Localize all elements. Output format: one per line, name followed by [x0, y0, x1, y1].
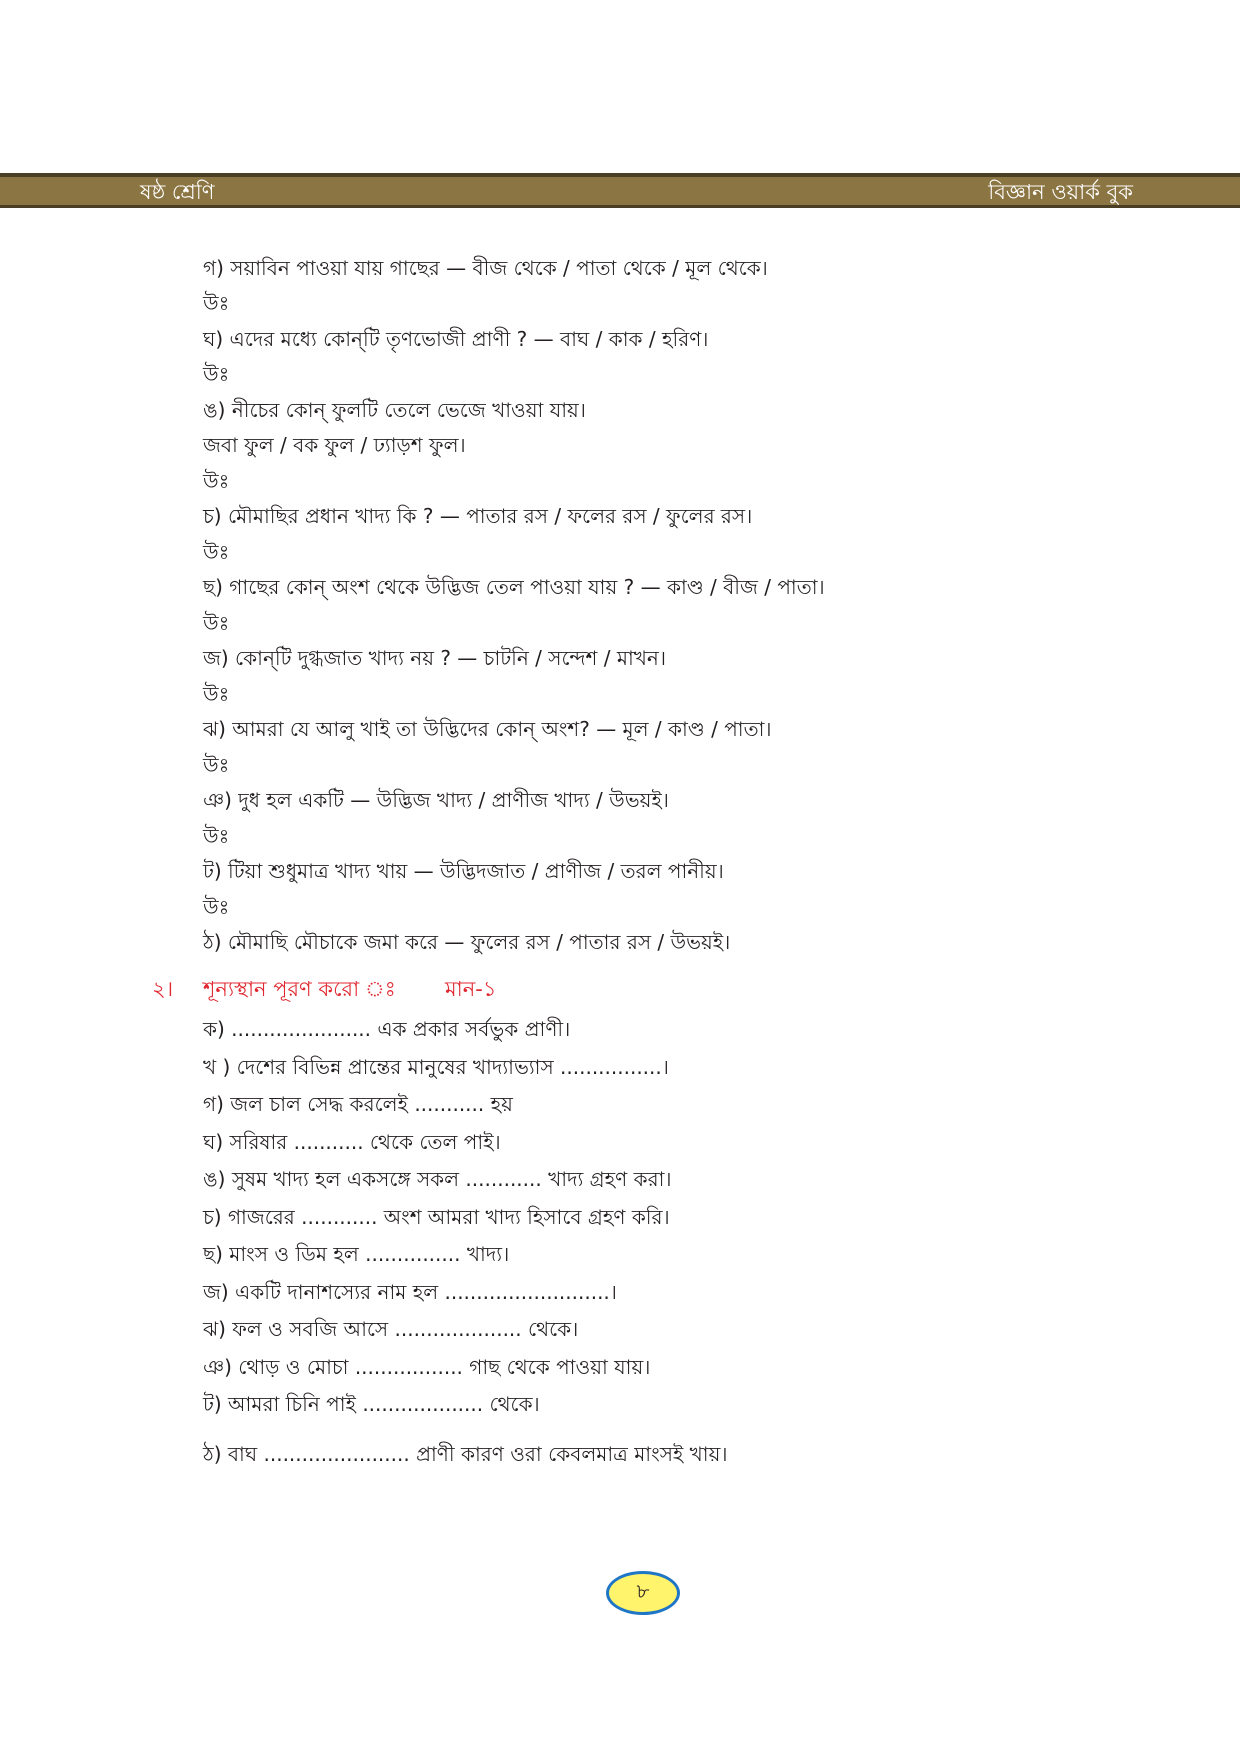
answer-label: উঃ	[203, 611, 230, 635]
header-class-label: ষষ্ঠ শ্রেণি	[140, 180, 215, 204]
fill-blank-item: জ) একটি দানাশস্যের নাম হল ..........................।	[203, 1280, 617, 1304]
answer-label: উঃ	[203, 824, 230, 848]
answer-label: উঃ	[203, 291, 230, 315]
question-chha: ছ) গাছের কোন্‌ অংশ থেকে উদ্ভিজ তেল পাওয়া যায় ? — কাণ্ড / বীজ / পাতা।	[203, 575, 825, 599]
fill-blank-item: ঠ) বাঘ ....................... প্রাণী কারণ ওরা কেবলমাত্র মাংসই খায়।	[203, 1442, 728, 1466]
section-marks: মান-১	[445, 977, 497, 1001]
answer-label: উঃ	[203, 753, 230, 777]
question-gha: ঘ) এদের মধ্যে কোন্‌টি তৃণভোজী প্রাণী ? — বাঘ / কাক / হরিণ।	[203, 327, 709, 351]
fill-blank-item: চ) গাজরের ............ অংশ আমরা খাদ্য হিসাবে গ্রহণ করি।	[203, 1205, 670, 1229]
fill-blank-item: খ ) দেশের বিভিন্ন প্রান্তের মানুষের খাদ্যাভ্যাস ................।	[203, 1055, 669, 1079]
answer-label: উঃ	[203, 362, 230, 386]
question-ga: গ) সয়াবিন পাওয়া যায় গাছের — বীজ থেকে / পাতা থেকে / মূল থেকে।	[203, 256, 768, 280]
question-umo: ঙ) নীচের কোন্‌ ফুলটি তেলে ভেজে খাওয়া যায়।	[203, 398, 586, 422]
fill-blank-item: ঞ) থোড় ও মোচা ................. গাছ থেকে পাওয়া যায়।	[203, 1355, 651, 1379]
section-number: ২।	[152, 977, 174, 1001]
answer-label: উঃ	[203, 540, 230, 564]
question-tha: ঠ) মৌমাছি মৌচাকে জমা করে — ফুলের রস / পাতার রস / উভয়ই।	[203, 930, 731, 954]
fill-blank-item: ক) ...................... এক প্রকার সর্বভুক প্রাণী।	[203, 1017, 571, 1041]
fill-blank-item: ট) আমরা চিনি পাই ................... থেকে।	[203, 1392, 540, 1416]
answer-label: উঃ	[203, 469, 230, 493]
fill-blank-item: ঘ) সরিষার ........... থেকে তেল পাই।	[203, 1130, 501, 1154]
question-cha: চ) মৌমাছির প্রধান খাদ্য কি ? — পাতার রস / ফলের রস / ফুলের রস।	[203, 504, 753, 528]
question-nya: ঞ) দুধ হল একটি — উদ্ভিজ খাদ্য / প্রাণীজ খাদ্য / উভয়ই।	[203, 788, 669, 812]
question-ja: জ) কোন্‌টি দুগ্ধজাত খাদ্য নয় ? — চাটনি / সন্দেশ / মাখন।	[203, 646, 666, 670]
section-title: শূন্যস্থান পূরণ করো ঃ	[203, 977, 396, 1001]
answer-label: উঃ	[203, 682, 230, 706]
question-ta: ট) টিয়া শুধুমাত্র খাদ্য খায় — উদ্ভিদজাত / প্রাণীজ / তরল পানীয়।	[203, 859, 724, 883]
fill-blank-item: গ) জল চাল সেদ্ধ করলেই ........... হয়	[203, 1092, 513, 1116]
fill-blank-item: ঙ) সুষম খাদ্য হল একসঙ্গে সকল ............ খাদ্য গ্রহণ করা।	[203, 1167, 672, 1191]
page-number: ৮	[606, 1571, 680, 1615]
question-jha: ঝ) আমরা যে আলু খাই তা উদ্ভিদের কোন্‌ অংশ? — মূল / কাণ্ড / পাতা।	[203, 717, 772, 741]
fill-blank-item: ছ) মাংস ও ডিম হল ............... খাদ্য।	[203, 1242, 510, 1266]
question-options: জবা ফুল / বক ফুল / ঢ্যাড়শ ফুল।	[203, 433, 466, 457]
header-book-title: বিজ্ঞান ওয়ার্ক বুক	[988, 180, 1133, 204]
answer-label: উঃ	[203, 895, 230, 919]
fill-blank-item: ঝ) ফল ও সবজি আসে .................... থেকে।	[203, 1317, 579, 1341]
